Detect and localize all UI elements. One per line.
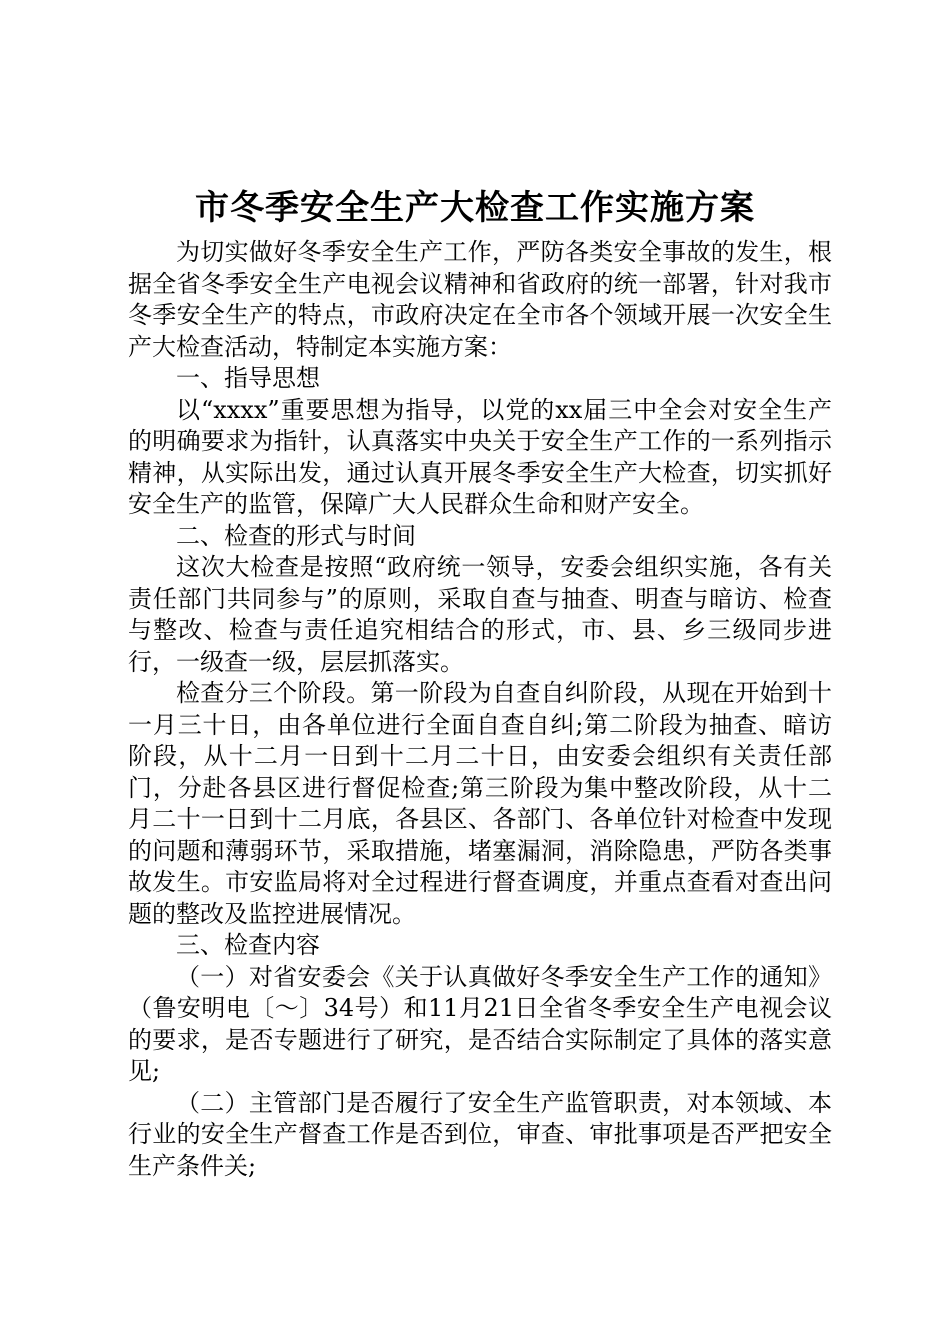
- content-item-2: （二）主管部门是否履行了安全生产监管职责，对本领域、本行业的安全生产督查工作是否到位，审查、审批事项是否严把安全生产条件关;: [128, 1088, 832, 1180]
- stages-paragraph: 检查分三个阶段。第一阶段为自查自纠阶段，从现在开始到十一月三十日，由各单位进行全面自查自纠;第二阶段为抽查、暗访阶段，从十二月一日到十二月二十日，由安委会组织有关责任部门，分赴各县区进行督促检查;第三阶段为集中整改阶段，从十二月二十一日到十二月底，各县区、各部门、各单位针对检查中发现的问题和薄弱环节，采取措施，堵塞漏洞，消除隐患，严防各类事故发生。市安监局将对全过程进行督查调度，并重点查看对查出问题的整改及监控进展情况。: [128, 679, 832, 928]
- section-heading-form-and-time: 二、检查的形式与时间: [176, 521, 416, 550]
- intro-paragraph: 为切实做好冬季安全生产工作，严防各类安全事故的发生，根据全省冬季安全生产电视会议精神和省政府的统一部署，针对我市冬季安全生产的特点，市政府决定在全市各个领域开展一次安全生产大检查活动，特制定本实施方案：: [128, 238, 832, 361]
- content-item-1: （一）对省安委会《关于认真做好冬季安全生产工作的通知》（鲁安明电〔～〕34号）和11月21日全省冬季安全生产电视会议的要求，是否专题进行了研究，是否结合实际制定了具体的落实意见;: [128, 962, 832, 1085]
- form-paragraph: 这次大检查是按照“政府统一领导，安委会组织实施，各有关责任部门共同参与”的原则，采取自查与抽查、明查与暗访、检查与整改、检查与责任追究相结合的形式，市、县、乡三级同步进行，一级查一级，层层抓落实。: [128, 553, 832, 676]
- section-heading-contents: 三、检查内容: [176, 931, 320, 959]
- document-title: 市冬季安全生产大检查工作实施方案: [195, 188, 755, 228]
- document-body: [128, 237, 832, 1182]
- guiding-ideology-paragraph: 以“xxxx”重要思想为指导，以党的xx届三中全会对安全生产的明确要求为指针，认真落实中央关于安全生产工作的一系列指示精神，从实际出发，通过认真开展冬季安全生产大检查，切实抓好安全生产的监管，保障广大人民群众生命和财产安全。: [128, 395, 832, 518]
- section-heading-guiding-ideology: 一、指导思想: [176, 364, 320, 392]
